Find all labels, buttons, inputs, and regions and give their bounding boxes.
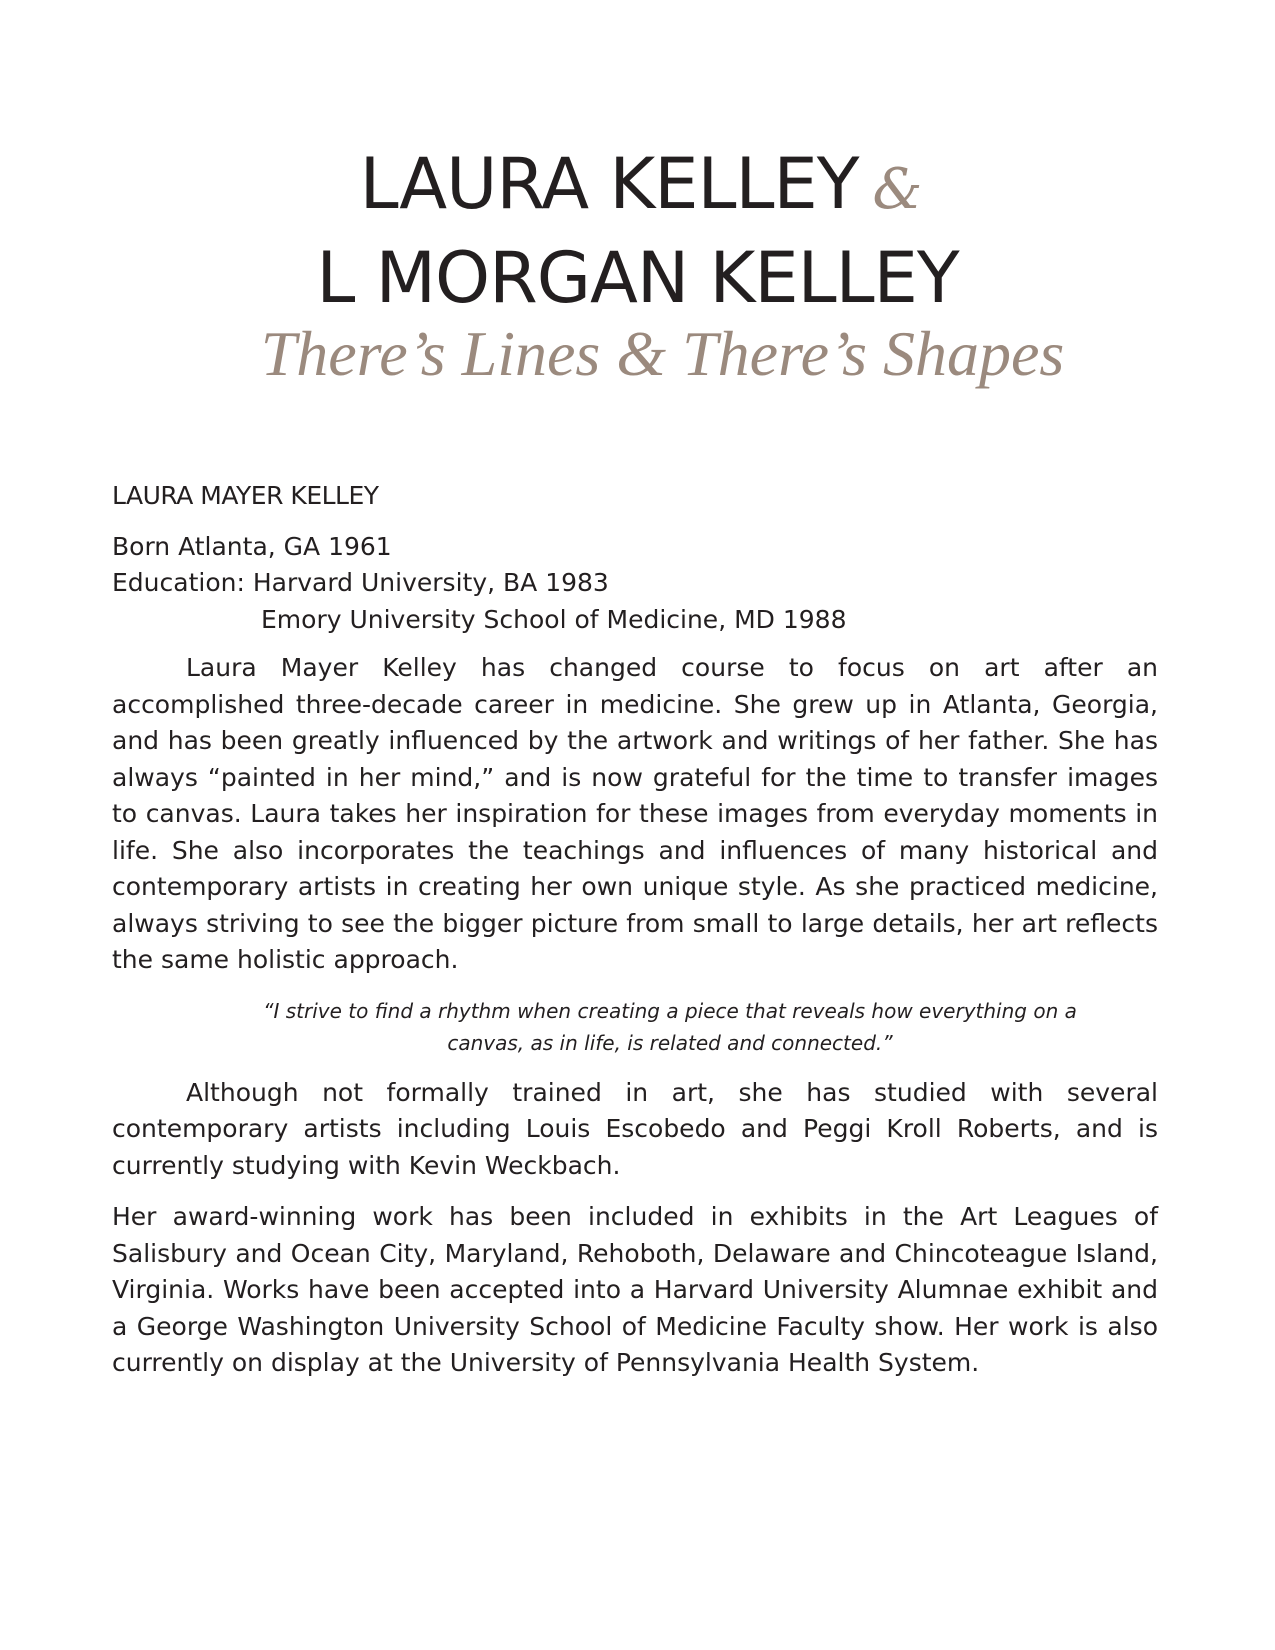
artist-name-heading: LAURA MAYER KELLEY: [112, 481, 379, 510]
birth-info: Born Atlanta, GA 1961: [112, 531, 392, 561]
title-line-1: [6, 140, 1275, 234]
title-ampersand: &: [872, 157, 922, 222]
bio-paragraph-2: Although not formally trained in art, she has studied with several contemporary artists including Louis Escobedo and Peggi Kroll Roberts, and is currently studying with Kevin Weckbach.: [112, 1077, 1158, 1180]
education-line-1: Education: Harvard University, BA 1983: [112, 568, 609, 597]
bio-paragraph-3: Her award-winning work has been included in exhibits in the Art Leagues of Salisbury and Ocean City, Maryland, Rehoboth, Delaware and Chincoteague Island, Virginia. Works have been accepted into a Harvard University Alumnae exhibit and a George Washington University School of Medicine Faculty show. Her work is also currently on display at the University of Pennsylvania Health System.: [112, 1202, 1158, 1377]
exhibition-subtitle: There’s Lines & There’s Shapes: [260, 318, 1065, 389]
page-header: [0, 140, 1275, 390]
artist-facts: [112, 529, 1158, 639]
artist-bio-section: [112, 478, 1158, 1382]
bio-paragraph-1: Laura Mayer Kelley has changed course to focus on art after an accomplished three-decade career in medicine. She grew up in Atlanta, Georgia, and has been greatly influenced by the artwork and writings of her father. She has always “painted in her mind,” and is now grateful for the time to transfer images to canvas. Laura takes her inspiration for these images from everyday moments in life. She also incorporates the teachings and influences of many historical and contemporary artists in creating her own unique style. As she practiced medicine, always striving to see the bigger picture from small to large details, her art reflects the same holistic approach.: [112, 653, 1158, 974]
title-artist-1: LAURA KELLEY: [359, 143, 859, 225]
education-line-2: Emory University School of Medicine, MD 1988: [261, 604, 847, 634]
artist-quote: “I strive to find a rhythm when creating a piece that reveals how everything on a canvas, as in life, is related and connected.”: [263, 998, 1077, 1055]
title-line-2: L MORGAN KELLEY: [316, 237, 959, 319]
